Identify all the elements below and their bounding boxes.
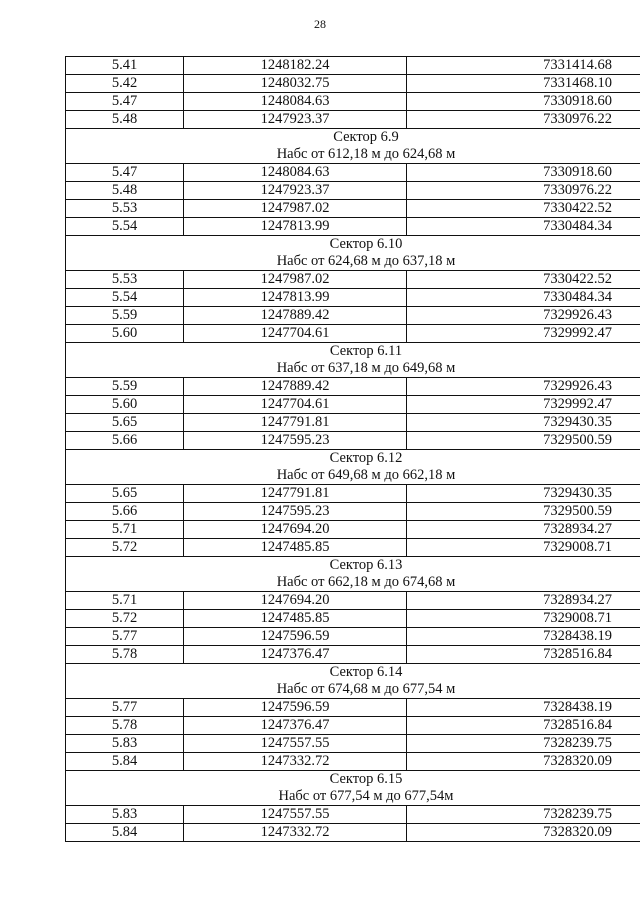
point-number: 5.84 bbox=[66, 753, 184, 771]
point-number: 5.71 bbox=[66, 592, 184, 610]
page-number: 28 bbox=[314, 17, 326, 31]
sector-title: Сектор 6.15 bbox=[66, 771, 640, 789]
table-row bbox=[66, 628, 640, 646]
x-coordinate: 1248032.75 bbox=[184, 75, 407, 93]
sector-title-row bbox=[66, 129, 640, 147]
x-coordinate: 1247889.42 bbox=[184, 378, 407, 396]
y-coordinate: 7329926.43 bbox=[407, 307, 640, 325]
point-number: 5.65 bbox=[66, 414, 184, 432]
sector-range: Набс от 674,68 м до 677,54 м bbox=[66, 681, 640, 699]
x-coordinate: 1248182.24 bbox=[184, 57, 407, 75]
y-coordinate: 7329430.35 bbox=[407, 485, 640, 503]
x-coordinate: 1247557.55 bbox=[184, 735, 407, 753]
table-row bbox=[66, 824, 640, 842]
x-coordinate: 1247791.81 bbox=[184, 485, 407, 503]
point-number: 5.54 bbox=[66, 289, 184, 307]
table-row bbox=[66, 806, 640, 824]
y-coordinate: 7329992.47 bbox=[407, 325, 640, 343]
y-coordinate: 7328239.75 bbox=[407, 806, 640, 824]
table-row bbox=[66, 521, 640, 539]
x-coordinate: 1247485.85 bbox=[184, 539, 407, 557]
x-coordinate: 1247694.20 bbox=[184, 592, 407, 610]
table-row bbox=[66, 735, 640, 753]
table-row bbox=[66, 485, 640, 503]
table-row bbox=[66, 646, 640, 664]
x-coordinate: 1247923.37 bbox=[184, 182, 407, 200]
table-row bbox=[66, 57, 640, 75]
y-coordinate: 7329008.71 bbox=[407, 610, 640, 628]
y-coordinate: 7330422.52 bbox=[407, 200, 640, 218]
x-coordinate: 1247376.47 bbox=[184, 717, 407, 735]
table-row bbox=[66, 218, 640, 236]
point-number: 5.77 bbox=[66, 628, 184, 646]
table-row bbox=[66, 699, 640, 717]
sector-title-row bbox=[66, 771, 640, 789]
sector-title: Сектор 6.14 bbox=[66, 664, 640, 682]
x-coordinate: 1247485.85 bbox=[184, 610, 407, 628]
point-number: 5.71 bbox=[66, 521, 184, 539]
y-coordinate: 7328516.84 bbox=[407, 717, 640, 735]
point-number: 5.59 bbox=[66, 307, 184, 325]
table-row bbox=[66, 753, 640, 771]
coordinates-table bbox=[65, 56, 640, 842]
sector-title: Сектор 6.13 bbox=[66, 557, 640, 575]
point-number: 5.60 bbox=[66, 396, 184, 414]
point-number: 5.78 bbox=[66, 646, 184, 664]
point-number: 5.65 bbox=[66, 485, 184, 503]
sector-title: Сектор 6.10 bbox=[66, 236, 640, 254]
point-number: 5.53 bbox=[66, 200, 184, 218]
table-row bbox=[66, 271, 640, 289]
y-coordinate: 7330976.22 bbox=[407, 182, 640, 200]
table-row bbox=[66, 307, 640, 325]
table-row bbox=[66, 539, 640, 557]
table-row bbox=[66, 432, 640, 450]
sector-range: Набс от 662,18 м до 674,68 м bbox=[66, 574, 640, 592]
y-coordinate: 7329500.59 bbox=[407, 503, 640, 521]
point-number: 5.59 bbox=[66, 378, 184, 396]
y-coordinate: 7328320.09 bbox=[407, 753, 640, 771]
x-coordinate: 1247595.23 bbox=[184, 503, 407, 521]
y-coordinate: 7331468.10 bbox=[407, 75, 640, 93]
point-number: 5.48 bbox=[66, 182, 184, 200]
point-number: 5.72 bbox=[66, 539, 184, 557]
table-row bbox=[66, 610, 640, 628]
point-number: 5.78 bbox=[66, 717, 184, 735]
x-coordinate: 1247376.47 bbox=[184, 646, 407, 664]
table-row bbox=[66, 378, 640, 396]
coordinates-table-body bbox=[66, 57, 640, 842]
point-number: 5.41 bbox=[66, 57, 184, 75]
sector-range-row bbox=[66, 681, 640, 699]
sector-range-row bbox=[66, 467, 640, 485]
sector-range: Набс от 649,68 м до 662,18 м bbox=[66, 467, 640, 485]
sector-title: Сектор 6.11 bbox=[66, 343, 640, 361]
table-row bbox=[66, 325, 640, 343]
table-row bbox=[66, 592, 640, 610]
point-number: 5.60 bbox=[66, 325, 184, 343]
y-coordinate: 7328438.19 bbox=[407, 628, 640, 646]
table-row bbox=[66, 503, 640, 521]
y-coordinate: 7329992.47 bbox=[407, 396, 640, 414]
point-number: 5.53 bbox=[66, 271, 184, 289]
x-coordinate: 1247889.42 bbox=[184, 307, 407, 325]
x-coordinate: 1247987.02 bbox=[184, 271, 407, 289]
sector-title-row bbox=[66, 236, 640, 254]
point-number: 5.47 bbox=[66, 164, 184, 182]
table-row bbox=[66, 396, 640, 414]
x-coordinate: 1247987.02 bbox=[184, 200, 407, 218]
x-coordinate: 1247813.99 bbox=[184, 289, 407, 307]
y-coordinate: 7330484.34 bbox=[407, 289, 640, 307]
y-coordinate: 7330422.52 bbox=[407, 271, 640, 289]
y-coordinate: 7328934.27 bbox=[407, 521, 640, 539]
sector-range-row bbox=[66, 574, 640, 592]
x-coordinate: 1248084.63 bbox=[184, 164, 407, 182]
sector-range: Набс от 677,54 м до 677,54м bbox=[66, 788, 640, 806]
point-number: 5.54 bbox=[66, 218, 184, 236]
y-coordinate: 7329926.43 bbox=[407, 378, 640, 396]
table-row bbox=[66, 93, 640, 111]
y-coordinate: 7329500.59 bbox=[407, 432, 640, 450]
y-coordinate: 7328320.09 bbox=[407, 824, 640, 842]
sector-range-row bbox=[66, 788, 640, 806]
point-number: 5.42 bbox=[66, 75, 184, 93]
table-row bbox=[66, 111, 640, 129]
point-number: 5.48 bbox=[66, 111, 184, 129]
point-number: 5.72 bbox=[66, 610, 184, 628]
table-row bbox=[66, 414, 640, 432]
sector-range-row bbox=[66, 360, 640, 378]
point-number: 5.77 bbox=[66, 699, 184, 717]
sector-title-row bbox=[66, 343, 640, 361]
point-number: 5.83 bbox=[66, 806, 184, 824]
table-row bbox=[66, 717, 640, 735]
x-coordinate: 1247704.61 bbox=[184, 396, 407, 414]
y-coordinate: 7329430.35 bbox=[407, 414, 640, 432]
y-coordinate: 7329008.71 bbox=[407, 539, 640, 557]
sector-range-row bbox=[66, 253, 640, 271]
y-coordinate: 7330976.22 bbox=[407, 111, 640, 129]
sector-range-row bbox=[66, 146, 640, 164]
x-coordinate: 1247596.59 bbox=[184, 628, 407, 646]
sector-title: Сектор 6.12 bbox=[66, 450, 640, 468]
table-row bbox=[66, 182, 640, 200]
table-row bbox=[66, 75, 640, 93]
x-coordinate: 1247595.23 bbox=[184, 432, 407, 450]
x-coordinate: 1247332.72 bbox=[184, 753, 407, 771]
sector-range: Набс от 612,18 м до 624,68 м bbox=[66, 146, 640, 164]
point-number: 5.66 bbox=[66, 503, 184, 521]
x-coordinate: 1247694.20 bbox=[184, 521, 407, 539]
point-number: 5.47 bbox=[66, 93, 184, 111]
sector-title: Сектор 6.9 bbox=[66, 129, 640, 147]
x-coordinate: 1247791.81 bbox=[184, 414, 407, 432]
table-row bbox=[66, 164, 640, 182]
sector-title-row bbox=[66, 664, 640, 682]
x-coordinate: 1247332.72 bbox=[184, 824, 407, 842]
y-coordinate: 7330918.60 bbox=[407, 93, 640, 111]
x-coordinate: 1247596.59 bbox=[184, 699, 407, 717]
point-number: 5.84 bbox=[66, 824, 184, 842]
point-number: 5.83 bbox=[66, 735, 184, 753]
y-coordinate: 7330484.34 bbox=[407, 218, 640, 236]
x-coordinate: 1247704.61 bbox=[184, 325, 407, 343]
x-coordinate: 1247923.37 bbox=[184, 111, 407, 129]
sector-range: Набс от 624,68 м до 637,18 м bbox=[66, 253, 640, 271]
y-coordinate: 7328516.84 bbox=[407, 646, 640, 664]
y-coordinate: 7331414.68 bbox=[407, 57, 640, 75]
y-coordinate: 7330918.60 bbox=[407, 164, 640, 182]
y-coordinate: 7328239.75 bbox=[407, 735, 640, 753]
point-number: 5.66 bbox=[66, 432, 184, 450]
table-row bbox=[66, 289, 640, 307]
y-coordinate: 7328438.19 bbox=[407, 699, 640, 717]
sector-title-row bbox=[66, 450, 640, 468]
y-coordinate: 7328934.27 bbox=[407, 592, 640, 610]
x-coordinate: 1247813.99 bbox=[184, 218, 407, 236]
x-coordinate: 1248084.63 bbox=[184, 93, 407, 111]
sector-range: Набс от 637,18 м до 649,68 м bbox=[66, 360, 640, 378]
table-row bbox=[66, 200, 640, 218]
x-coordinate: 1247557.55 bbox=[184, 806, 407, 824]
sector-title-row bbox=[66, 557, 640, 575]
